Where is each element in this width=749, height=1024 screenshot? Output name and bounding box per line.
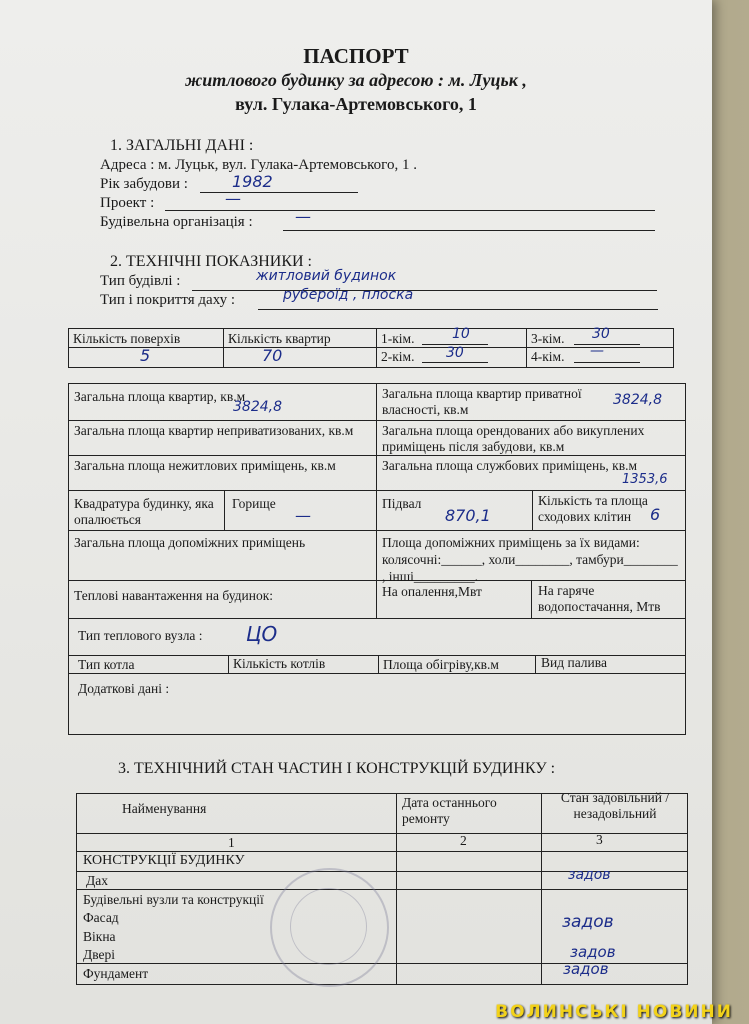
room4-underline: [574, 362, 640, 363]
total-area-label: Загальна площа квартир, кв.м: [74, 389, 246, 404]
project-underline: [165, 210, 655, 211]
room2-label: 2-кім.: [381, 349, 415, 364]
heated-area-label: Квадратура будинку, яка опалюється: [74, 496, 214, 527]
constructions-group-label: КОНСТРУКЦІЇ БУДИНКУ: [83, 853, 245, 868]
counts-table-midline: [68, 347, 674, 348]
area-row-line-2: [68, 455, 686, 456]
hot-water-label: На гаряче водопостачання, Мтв: [538, 583, 661, 614]
roof-type-label: Тип і покриття даху :: [100, 292, 236, 308]
room1-label: 1-кім.: [381, 331, 415, 346]
room2-value: 30: [446, 345, 464, 361]
builder-label: Будівельна організація :: [100, 214, 253, 230]
column-number-2: 2: [460, 833, 467, 848]
nonresidential-area-label: Загальна площа нежитлових приміщень, кв.м: [74, 458, 336, 473]
bottom-row-divider-3: [535, 655, 536, 673]
heat-node-label: Тип теплового вузла :: [78, 628, 203, 643]
attic-value: —: [295, 506, 311, 525]
watermark-logo: ВОЛИНСЬКІ НОВИНИ: [495, 1002, 733, 1022]
year-underline: [200, 192, 358, 193]
heat-node-value: ЦО: [246, 622, 278, 646]
row-foundation-label: Фундамент: [83, 966, 149, 981]
area-row-line-3: [68, 490, 686, 491]
aux-types-label: Площа допоміжних приміщень за їх видами: колясочні:______, холи________, тамбури________ , інші_________.: [382, 535, 678, 584]
column-number-1: 1: [228, 835, 235, 850]
rented-area-label: Загальна площа орендованих або викуплених приміщень після забудови, кв.м: [382, 423, 645, 454]
row-roof-state: задов: [568, 867, 611, 883]
section2-heading: 2. ТЕХНІЧНІ ПОКАЗНИКИ :: [110, 253, 312, 270]
room3-underline: [574, 344, 640, 345]
row-facade-label: Фасад: [83, 910, 119, 925]
row-foundation-state: задов: [563, 960, 609, 978]
private-area-value: 3824,8: [613, 392, 662, 408]
area-col-divider-stairs: [532, 490, 533, 530]
stairs-label: Кількість та площа сходових клітин: [538, 493, 648, 524]
apartments-value: 70: [262, 346, 283, 365]
counts-table-divider-1: [223, 328, 224, 368]
area-col-divider-attic: [224, 490, 225, 530]
document-subtitle-line2: вул. Гулака-Артемовського, 1: [235, 94, 477, 114]
boiler-count-label: Кількість котлів: [233, 656, 326, 671]
column-repair-date-header: Дата останнього ремонту: [402, 795, 497, 826]
room2-underline: [422, 362, 488, 363]
row-roof-label: Дах: [86, 873, 108, 888]
extra-data-label: Додаткові дані :: [78, 681, 170, 696]
service-area-value: 1353,6: [622, 472, 668, 487]
private-area-label: Загальна площа квартир приватної власності, кв.м: [382, 386, 582, 417]
attic-label: Горище: [232, 496, 276, 511]
project-label: Проект :: [100, 195, 155, 211]
heating-area-label: Площа обігріву,кв.м: [383, 657, 499, 672]
section1-heading: 1. ЗАГАЛЬНІ ДАНІ :: [110, 137, 254, 154]
floors-value: 5: [140, 346, 151, 365]
heat-load-label: Теплові навантаження на будинок:: [74, 588, 274, 603]
basement-label: Підвал: [382, 496, 422, 511]
building-type-underline: [192, 290, 657, 291]
area-col-divider-main: [376, 383, 377, 618]
room1-value: 10: [452, 326, 470, 342]
column-number-3: 3: [596, 832, 603, 847]
row-doors-label: Двері: [83, 947, 115, 962]
service-area-label: Загальна площа службових приміщень, кв.м: [382, 458, 638, 473]
column-state-header: Стан задовільний / незадовільний: [560, 790, 670, 821]
project-value: —: [225, 189, 241, 208]
stairs-value: 6: [650, 505, 661, 524]
row-doors-state: задов: [570, 943, 616, 961]
area-row-line-1: [68, 420, 686, 421]
condition-roof-line: [76, 889, 688, 890]
room3-value: 30: [592, 326, 610, 342]
address-text: Адреса : м. Луцьк, вул. Гулака-Артемовського, 1 .: [100, 157, 417, 173]
apartments-label: Кількість квартир: [228, 331, 331, 346]
fuel-label: Вид палива: [541, 655, 607, 670]
bottom-row-divider-2: [378, 655, 379, 673]
document-title: ПАСПОРТ: [303, 44, 409, 68]
area-col-divider-hotwater: [531, 580, 532, 618]
nonprivatized-area-label: Загальна площа квартир неприватизованих, кв.м: [74, 423, 354, 438]
roof-type-value: рубероїд , плоска: [283, 287, 414, 303]
year-label: Рік забудови :: [100, 176, 188, 192]
row-windows-label: Вікна: [83, 929, 116, 944]
document-subtitle-line1: житлового будинку за адресою : м. Луцьк ,: [185, 70, 527, 90]
building-type-value: житловий будинок: [256, 268, 397, 284]
builder-value: —: [295, 207, 311, 226]
room4-label: 4-кім.: [531, 349, 565, 364]
column-name-header: Найменування: [122, 801, 207, 816]
basement-value: 870,1: [445, 506, 491, 525]
row-nodes-label: Будівельні вузли та конструкції: [83, 892, 264, 907]
row-facade-state: задов: [562, 912, 614, 932]
roof-type-underline: [258, 309, 658, 310]
area-row-line-4: [68, 530, 686, 531]
stamp-inner-ring: [290, 888, 367, 965]
counts-table-divider-2: [376, 328, 377, 368]
aux-area-label: Загальна площа допоміжних приміщень: [74, 535, 306, 550]
builder-underline: [283, 230, 655, 231]
building-type-label: Тип будівлі :: [100, 273, 181, 289]
room4-value: —: [590, 343, 604, 359]
boiler-type-label: Тип котла: [78, 657, 135, 672]
floors-label: Кількість поверхів: [73, 331, 181, 346]
year-value: 1982: [232, 172, 273, 191]
area-row-line-6: [68, 618, 686, 619]
total-area-value: 3824,8: [233, 399, 282, 415]
counts-table-divider-3: [526, 328, 527, 368]
bottom-row-divider-1: [228, 655, 229, 673]
section3-heading: 3. ТЕХНІЧНИЙ СТАН ЧАСТИН І КОНСТРУКЦІЙ БУДИНКУ :: [118, 760, 556, 777]
condition-number-line: [76, 851, 688, 852]
area-row-line-8: [68, 673, 686, 674]
room3-label: 3-кім.: [531, 331, 565, 346]
heating-label: На опалення,Мвт: [382, 584, 482, 599]
